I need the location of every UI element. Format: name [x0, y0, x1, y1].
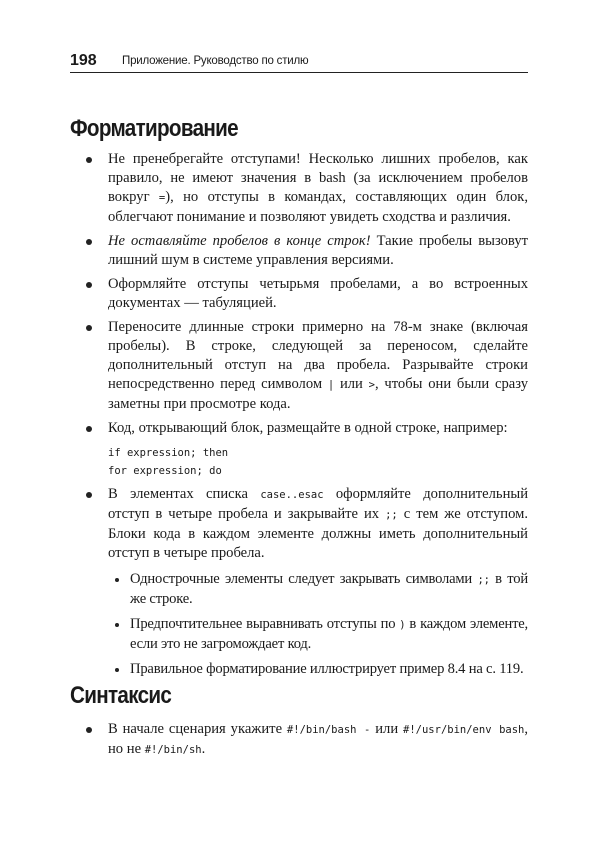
list-item: Переносите длинные строки примерно на 78-м знаке (включая пробелы). В строке, следующей за переносом, сделайте дополнительный отступ на два пробела. Разрывайте строки непосредственно перед символом | или >, чтобы они были сразу заметны при просмотре кода.	[84, 318, 528, 414]
list-item: Не пренебрегайте отступами! Несколько лишних пробелов, как правило, не имеют значения в bash (за исключением пробелов вокруг =), но отступы в командах, составляющих один блок, облегчают понимание и позволяют увидеть сходства и различия.	[84, 150, 528, 227]
syntax-list	[84, 720, 528, 765]
list-item: В начале сценария укажите #!/bin/bash - или #!/usr/bin/env bash, но не #!/bin/sh.	[84, 720, 528, 760]
sub-list-item: Предпочтительнее выравнивать отступы по ) в каждом элементе, если это не загромождает код.	[108, 615, 528, 654]
sub-list-item: Правильное форматирование иллюстрирует пример 8.4 на с. 119.	[108, 660, 528, 679]
sub-list	[108, 570, 528, 679]
list-item: Код, открывающий блок, размещайте в одной строке, например: if expression; then for expression; do	[84, 419, 528, 480]
section-title-syntax: Синтаксис	[70, 682, 172, 709]
formatting-list	[84, 150, 528, 685]
running-title: Приложение. Руководство по стилю	[122, 55, 309, 67]
code-block: if expression; then for expression; do	[108, 447, 229, 477]
sub-list-item: Однострочные элементы следует закрывать символами ;; в той же строке.	[108, 570, 528, 609]
section-title-formatting: Форматирование	[70, 115, 238, 142]
page-number: 198	[70, 52, 97, 69]
page-header	[70, 50, 528, 73]
list-item: Не оставляйте пробелов в конце строк! Такие пробелы вызовут лишний шум в системе управления версиями.	[84, 232, 528, 270]
list-item: В элементах списка case..esac оформляйте дополнительный отступ в четыре пробела и закрывайте их ;; с тем же отступом. Блоки кода в каждом элементе должны иметь дополнительный отступ в четыре пробела. Однострочные элементы следует закрывать символами ;; в той же строке. Предпочтительнее выравнивать отступы по ) в каждом элементе, если это не загромождает код. Правильное форматирование иллюстрирует пример 8.4 на с. 119.	[84, 485, 528, 679]
list-item: Оформляйте отступы четырьмя пробелами, а во встроенных документах — табуляцией.	[84, 275, 528, 313]
